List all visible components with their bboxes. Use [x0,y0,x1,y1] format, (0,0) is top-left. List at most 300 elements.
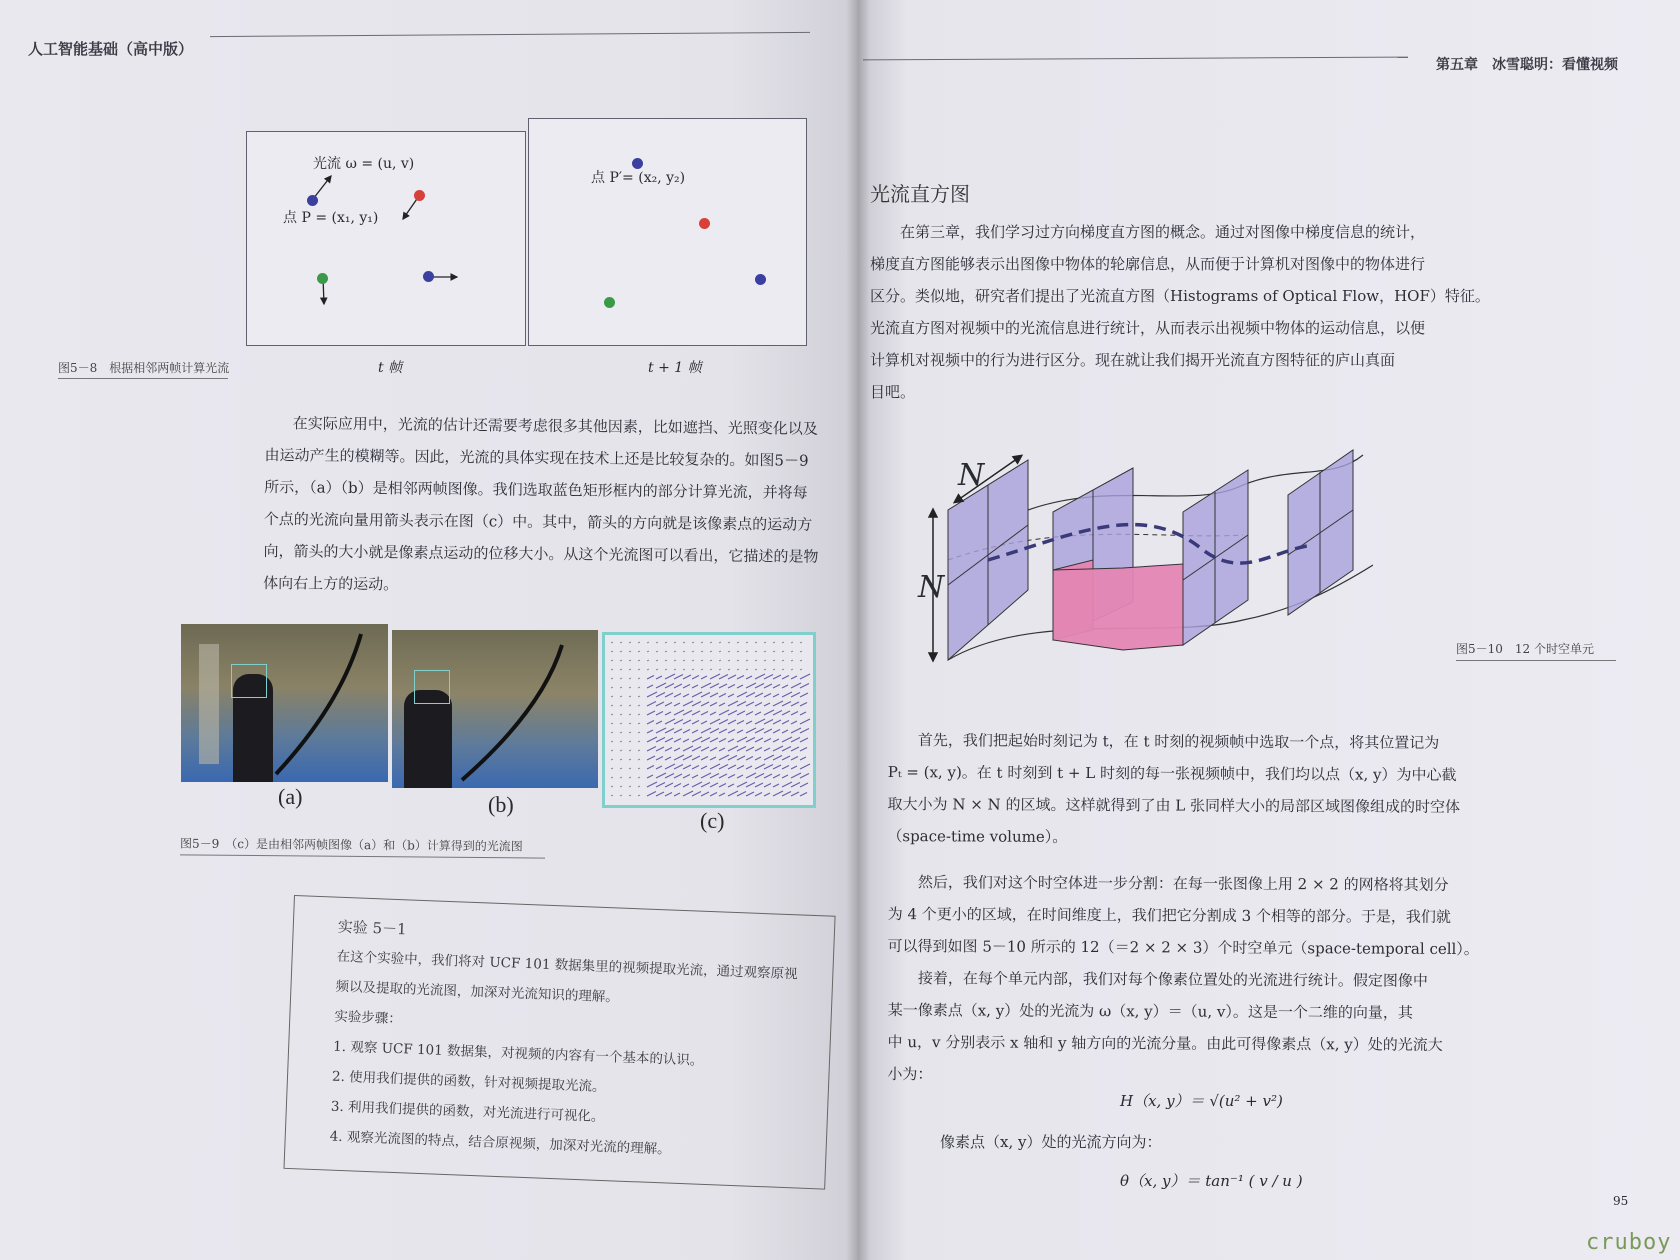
flow-vector [773,642,775,643]
flow-stat-paragraph [887,962,1658,1094]
caption-rule [58,378,228,379]
label-t1: t + 1 帧 [648,360,702,376]
flow-vector [656,766,662,769]
flow-vector [683,701,693,706]
flow-vector [665,693,673,697]
flow-vector [710,669,712,670]
para-line: 首先，我们把起始时刻记为 t，在 t 时刻的视频帧中选取一个点，将其位置记为 [917,731,1440,752]
flow-vector [773,765,781,769]
flow-vector [737,660,739,661]
flow-vector [683,642,685,643]
para-line: 为 4 个更小的区域，在时间维度上，我们把它分割成 3 个相等的部分。于是，我们就 [887,904,1451,926]
flow-vector [719,755,729,760]
flow-vector [629,669,631,670]
flow-vector [620,741,622,742]
blue-dot [423,271,434,282]
flow-vector [764,642,766,643]
flow-vector [737,775,743,778]
point-p-dot [307,195,318,206]
flow-vector [674,765,683,770]
flow-vector [800,669,802,670]
flow-vector [755,703,762,707]
flow-vector [773,791,783,796]
flow-vector [737,692,747,697]
flow-vector [692,721,699,725]
flow-vector [629,705,631,706]
flow-vector [647,676,654,680]
flow-vector [692,737,702,742]
flow-vector [782,792,791,797]
flow-vector [746,683,756,688]
flow-vector [674,660,676,661]
flow-vector [674,684,682,688]
flow-vector [701,676,707,679]
flow-vector [611,723,613,724]
flow-vector [764,729,772,733]
flow-vector [764,651,766,652]
flow-vector [638,732,640,733]
flow-vector [791,783,800,788]
optical-flow-paragraph [263,407,825,605]
flow-vector [620,651,622,652]
book-spine [846,0,870,1260]
flow-vector [683,765,691,769]
green-dot [317,273,328,284]
flow-vector [728,730,735,734]
step-item: 4. 观察光流图的特点，结合原视频，加深对光流的理解。 [329,1128,671,1158]
flow-vector [611,687,613,688]
flow-vector [773,701,783,706]
flow-vector [800,783,808,787]
flow-vector [791,792,799,796]
flow-vector [710,738,718,742]
para-line: 接着，在每个单元内部，我们对每个像素位置处的光流进行统计。假定图像中 [917,969,1428,990]
flow-vector [701,712,708,716]
flow-vector [746,721,752,724]
flow-vector [683,746,693,751]
flow-vector [728,651,730,652]
flow-vector [665,669,667,670]
label-n-side: N [918,570,945,605]
flow-vector [683,720,691,724]
flow-vector [782,651,784,652]
flow-vector [638,687,640,688]
flow-vector [710,729,719,734]
para-line: 计算机对视频中的行为进行区分。现在就让我们揭开光流直方图特征的庐山真面 [870,351,1396,369]
flow-vector [737,730,743,733]
flow-vector [755,748,762,752]
flow-vector [638,723,640,724]
flow-vector [791,651,793,652]
flow-vector [656,693,665,698]
flow-vector [674,710,684,715]
flow-vector [620,705,622,706]
flow-vector [710,748,717,752]
flow-vector [683,739,689,742]
flow-vector [737,737,747,742]
flow-vector [791,721,797,724]
flow-vector [692,730,698,733]
flow-vector [764,720,773,725]
flow-vector [755,669,757,670]
fig58-caption: 图5－8 根据相邻两帧计算光流 [58,361,230,375]
label-t: t 帧 [378,360,403,376]
para-line: 某一像素点（x, y）处的光流为 ω（x, y）＝（u, v）。这是一个二维的向量，其 [887,1000,1413,1022]
flow-vector [611,678,613,679]
flow-vector [746,660,748,661]
flow-vector [719,729,727,733]
flow-vector [773,694,779,697]
flow-vector [638,696,640,697]
step-item: 3. 利用我们提供的函数，对光流进行可视化。 [330,1098,605,1126]
flow-vector [782,676,789,680]
flow-vector [647,775,653,778]
header-rule [210,32,810,37]
flow-vector [683,756,692,761]
flow-vector [629,750,631,751]
flow-vector [629,759,631,760]
flow-vector [638,642,640,643]
intro-line: 频以及提取的光流图，加深对光流知识的理解。 [335,978,620,1006]
step-item: 1. 观察 UCF 101 数据集，对视频的内容有一个基本的认识。 [332,1038,704,1069]
flow-vector [782,756,790,760]
flow-vector [746,792,754,796]
flow-vector [755,712,761,715]
flow-vector [620,723,622,724]
flow-vector [665,757,671,760]
flow-vector [692,782,702,787]
flow-vector [674,784,681,788]
flow-vector [665,774,674,779]
flow-vector [764,784,771,788]
section-title: 光流直方图 [870,182,970,206]
flow-vector [638,678,640,679]
flow-vector [629,732,631,733]
flow-vector [692,711,700,715]
flow-vector [629,723,631,724]
flow-vector [719,748,725,751]
flow-vector [728,642,730,643]
flow-vector [746,766,752,769]
flow-vector [746,747,754,751]
flow-vector [665,719,675,724]
division-paragraph [887,866,1657,966]
flow-vector [629,660,631,661]
flow-vector [638,795,640,796]
flow-vector [692,685,698,688]
flow-vector [800,674,810,679]
flow-vector [719,669,721,670]
flow-vector [791,728,801,733]
para-line: 在第三章，我们学习过方向梯度直方图的概念。通过对图像中梯度信息的统计， [900,223,1426,241]
flow-vector [746,773,756,778]
flow-vector [791,738,800,743]
experiment-box [283,895,835,1190]
flow-vector [773,669,775,670]
flow-vector [674,703,680,706]
flow-vector [647,782,657,787]
flow-vector [737,782,747,787]
flow-vector [737,669,739,670]
para-line: 由运动产生的模糊等。因此，光流的具体实现在技术上还是比较复杂的。如图5－9 [264,445,809,470]
flow-vector [773,756,782,761]
point-p-prime-label: 点 P′= (x₂, y₂) [591,170,686,186]
flow-vector [620,759,622,760]
flow-vector [719,793,725,796]
flow-vector [773,739,779,742]
flow-vector [611,660,613,661]
caption-rule [180,854,545,858]
flow-vector [647,737,657,742]
flow-vector [647,756,655,760]
flow-vector [737,756,745,760]
para-line: 光流直方图对视频中的光流信息进行统计，从而表示出视频中物体的运动信息，以便 [870,319,1426,337]
flow-vector [674,755,684,760]
flow-vector [800,719,810,724]
flow-vector [755,642,757,643]
flow-vector [656,747,664,751]
flow-vector [746,738,755,743]
flow-vector [764,669,766,670]
flow-vector [773,685,780,689]
flow-vector [665,729,674,734]
step-item: 2. 使用我们提供的函数，针对视频提取光流。 [331,1068,606,1096]
flow-vector [737,792,746,797]
flow-vector [629,714,631,715]
flow-vector [611,714,613,715]
flow-vector [791,747,799,751]
flow-arrows [605,635,813,805]
flow-vector [665,738,673,742]
flow-vector [728,746,738,751]
flow-vector [629,651,631,652]
flow-vector [746,651,748,652]
flow-vector [746,728,756,733]
flow-vector [665,642,667,643]
flow-vector [692,702,701,707]
flow-vector [656,702,664,706]
flow-vector [638,741,640,742]
flow-vector [773,660,775,661]
flow-vector [620,642,622,643]
flow-vector [800,712,806,715]
flow-vector [692,756,700,760]
flow-vector [800,748,807,752]
flow-vector [746,712,753,716]
flow-vector [638,750,640,751]
flow-vector [737,721,744,725]
para-line: 区分。类似地，研究者们提出了光流直方图（Histograms of Optical Flow，HOF）特征。 [870,287,1490,305]
label-n-top: N [958,458,985,493]
flow-vector [701,728,711,733]
flow-vector [665,764,675,769]
flow-vector [647,721,654,725]
flow-vector [710,703,717,707]
flow-vector [620,795,622,796]
flow-vector [701,683,711,688]
flow-vector [647,642,649,643]
flow-vector [782,685,788,688]
experiment-title: 实验 5－1 [337,917,407,939]
para-line: 中 u，v 分别表示 x 轴和 y 轴方向的光流分量。由此可得像素点（x, y）处的光流大 [887,1032,1443,1054]
flow-vector [611,732,613,733]
flow-vector [737,642,739,643]
caption-rule [1456,660,1616,661]
flow-vector [791,702,799,706]
flow-vector [710,684,719,689]
flow-vector [674,748,680,751]
flow-vector [719,720,728,725]
flow-vector [728,756,737,761]
flow-vector [647,766,654,770]
para-line: 梯度直方图能够表示出图像中物体的轮廓信息，从而便于计算机对图像中的物体进行 [870,255,1426,273]
flow-vector [683,730,690,734]
flow-vector [728,711,737,716]
flow-vector [791,676,797,679]
flow-vector [674,675,683,680]
flow-vector [737,651,739,652]
flow-vector [692,642,694,643]
flow-vector [647,685,653,688]
flow-vector [620,669,622,670]
flow-vector [611,777,613,778]
flow-vector [647,792,656,797]
flow-vector [719,684,727,688]
flow-vector [791,669,793,670]
flow-vector [629,768,631,769]
flow-vector [656,669,658,670]
flow-vector [611,669,613,670]
flow-vector [773,784,779,787]
para-line: 取大小为 N × N 的区域。这样就得到了由 L 张同样大小的局部区域图像组成的时空体 [887,794,1461,816]
flow-vector [773,720,781,724]
flow-vector [755,738,763,742]
flow-vector [719,642,721,643]
flow-vector [719,703,725,706]
flow-vector [728,675,736,679]
flow-vector [764,660,766,661]
flow-vector [674,669,676,670]
flow-vector [800,729,809,734]
flow-vector [611,651,613,652]
flow-vector [800,774,809,779]
point-p-label: 点 P = (x₁, y₁) [283,210,379,226]
flow-vector [737,685,743,688]
right-page [858,0,1680,1260]
label-a: (a) [278,784,303,809]
flow-vector [611,750,613,751]
flow-vector [683,784,689,787]
flow-vector [710,693,718,697]
flow-vector [656,757,663,761]
flow-vector [638,660,640,661]
fig59-caption: 图5－9 （c）是由相邻两帧图像（a）和（b）计算得到的光流图 [179,836,523,854]
flow-vector [719,774,727,778]
flow-vector [782,721,789,725]
flow-vector [692,766,699,770]
flow-vector [683,791,693,796]
flow-vector [800,764,810,769]
flow-vector [611,786,613,787]
flow-vector [791,660,793,661]
flow-vector [647,702,656,707]
flow-vector [692,775,698,778]
flow-vector [701,783,710,788]
flow-vector [620,696,622,697]
flow-vector [647,669,649,670]
flow-vector [710,793,717,797]
flow-vector [719,651,721,652]
para-line: 在实际应用中，光流的估计还需要考虑很多其他因素，比如遮挡、光照变化以及 [292,414,818,438]
flow-vector [710,764,720,769]
flow-vector [755,774,764,779]
flow-vector [647,730,653,733]
flow-vector [773,675,781,679]
flow-vector [656,712,663,716]
flow-vector [638,786,640,787]
flow-vector [656,738,665,743]
flow-vector [674,729,682,733]
flow-vector [620,750,622,751]
flow-vector [656,651,658,652]
flow-vector [611,768,613,769]
flow-vector [719,784,726,788]
space-time-paragraph [887,724,1658,856]
flow-vector [611,696,613,697]
flow-vector [656,683,666,688]
flow-vector [620,768,622,769]
flow-vector [782,660,784,661]
flow-vector [755,729,764,734]
formula-direction: θ（x, y）＝ tan⁻¹ ( v / u ) [1120,1172,1303,1190]
flow-vector [692,792,701,797]
para-line: 个点的光流向量用箭头表示在图（c）中。其中，箭头的方向就是该像素点的运动方 [263,509,813,534]
flow-vector [782,711,790,715]
flow-vector [620,660,622,661]
flow-vector [683,660,685,661]
direction-sentence: 像素点（x, y）处的光流方向为： [940,1133,1162,1151]
flow-vector [629,795,631,796]
flow-vector [782,747,791,752]
formula-magnitude: H（x, y）＝ √(u² + v²) [1120,1092,1283,1110]
photo-frame-a [181,624,388,782]
flow-vector [728,669,730,670]
steps-label: 实验步骤： [334,1008,403,1028]
flow-vector [719,765,728,770]
flow-vector [800,660,802,661]
flow-vector [737,766,744,770]
green-dot [604,297,615,308]
flow-vector [800,757,806,760]
flow-vector [764,755,774,760]
flow-vector [656,728,666,733]
flow-vector [701,757,708,761]
fig510-caption: 图5－10 12 个时空单元 [1456,642,1594,656]
red-dot [699,218,710,229]
flow-vector [656,660,658,661]
flow-vector [764,748,770,751]
flow-vector [638,705,640,706]
flow-vector [773,730,780,734]
flow-vector [764,774,772,778]
para-line: 然后，我们对这个时空体进一步分割：在每一张图像上用 2 × 2 的网格将其划分 [917,873,1449,894]
flow-vector [755,693,763,697]
watermark: cruboy [1586,1230,1672,1255]
flow-vector [764,675,773,680]
flow-vector [611,705,613,706]
flow-vector [629,687,631,688]
flow-vector [611,795,613,796]
